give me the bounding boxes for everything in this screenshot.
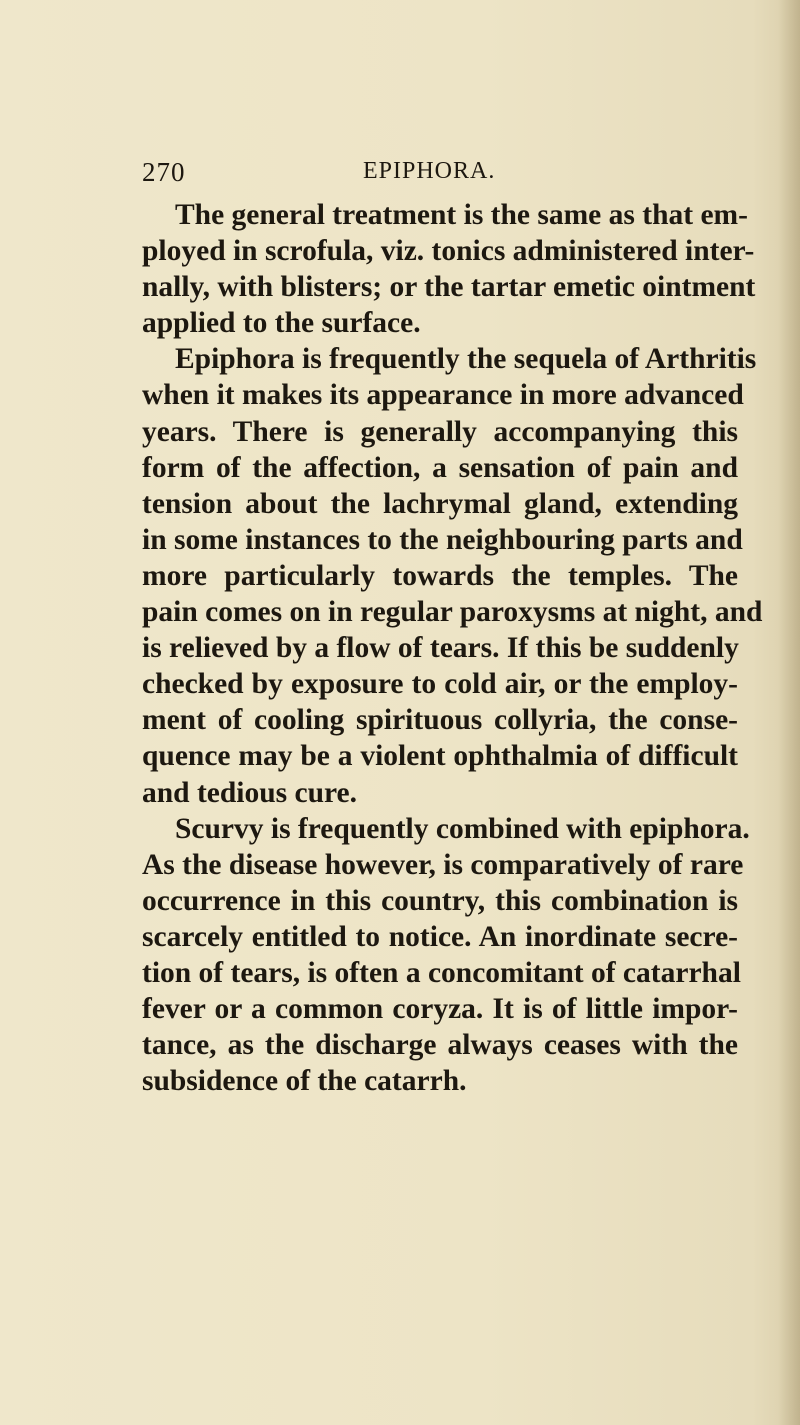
text-line: scarcely entitled to notice. An inordinate secre- — [142, 920, 738, 953]
body-text — [142, 197, 763, 1099]
text-line: As the disease however, is comparatively of rare — [142, 848, 744, 881]
text-line: The general treatment is the same as that em- — [175, 199, 748, 231]
text-line: tension about the lachrymal gland, extending — [142, 487, 738, 520]
text-line: Scurvy is frequently combined with epiphora. — [175, 812, 750, 845]
text-line: subsidence of the catarrh. — [142, 1065, 467, 1098]
text-line: applied to the surface. — [142, 307, 421, 340]
page-number: 270 — [142, 157, 186, 187]
text-line: pain comes on in regular paroxysms at night, and — [142, 596, 763, 629]
text-line: Epiphora is frequently the sequela of Arthritis — [175, 343, 757, 376]
running-title: EPIPHORA. — [363, 158, 496, 184]
text-line: checked by exposure to cold air, or the employ- — [142, 668, 738, 701]
text-line: more particularly towards the temples. The — [142, 559, 738, 592]
text-line: fever or a common coryza. It is of little impor- — [142, 993, 738, 1026]
text-line: is relieved by a flow of tears. If this be suddenly — [142, 632, 739, 665]
text-line: occurrence in this country, this combination is — [142, 884, 738, 917]
text-line: and tedious cure. — [142, 776, 357, 809]
text-line: ployed in scrofula, viz. tonics administered inter- — [142, 235, 755, 268]
text-line: form of the affection, a sensation of pain and — [142, 451, 738, 484]
text-line: years. There is generally accompanying this — [142, 415, 738, 448]
text-line: in some instances to the neighbouring parts and — [142, 523, 743, 556]
text-line: quence may be a violent ophthalmia of difficult — [142, 740, 738, 773]
page-edge-shadow — [778, 0, 800, 1425]
text-line: ment of cooling spirituous collyria, the conse- — [142, 704, 738, 737]
text-line: tion of tears, is often a concomitant of catarrhal — [142, 956, 741, 989]
text-line: nally, with blisters; or the tartar emetic ointment — [142, 271, 756, 304]
text-line: tance, as the discharge always ceases with the — [142, 1029, 738, 1062]
running-head — [142, 157, 742, 191]
text-line: when it makes its appearance in more advanced — [142, 379, 744, 412]
